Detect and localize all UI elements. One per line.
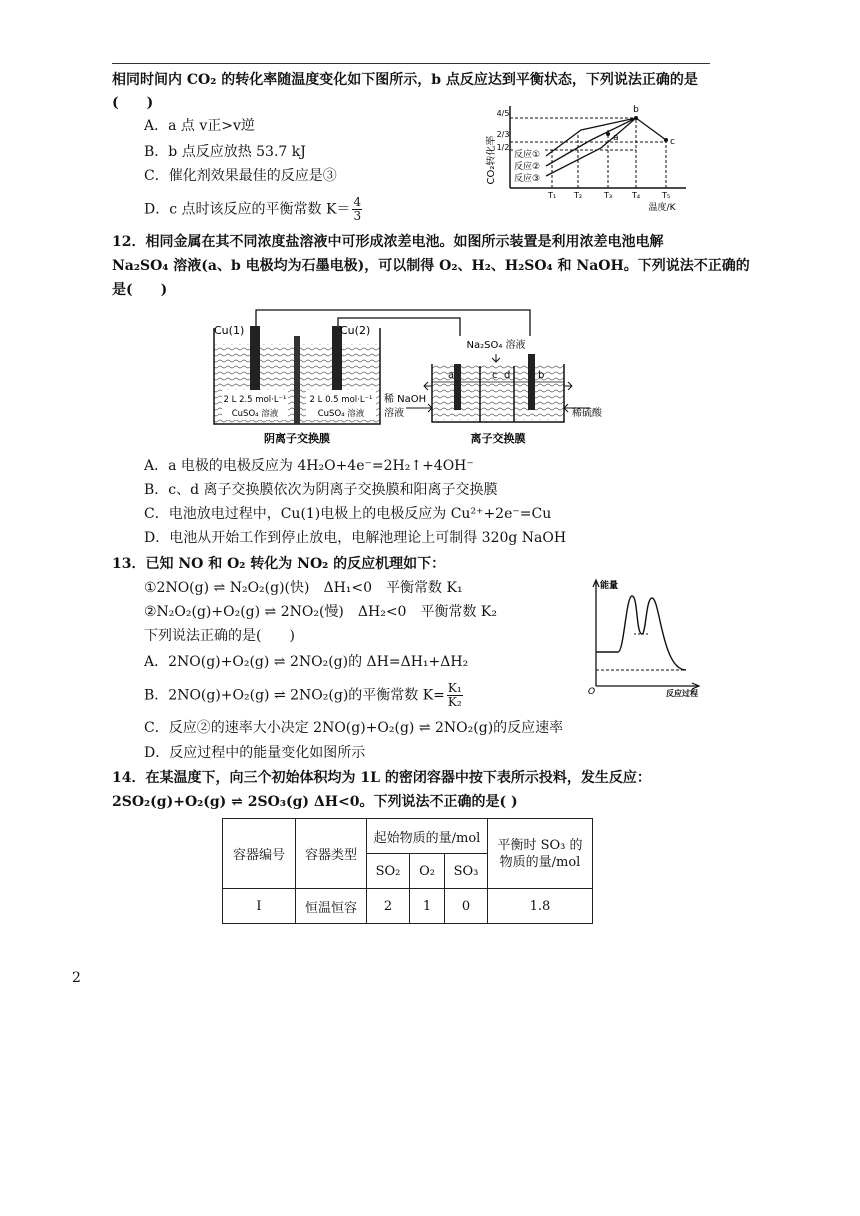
q13-graph-xlabel: 反应过程 <box>666 689 698 698</box>
table-header-equilibrium: 平衡时 SO₃ 的 物质的量/mol <box>488 819 593 889</box>
table-sub-o2: O₂ <box>410 854 445 889</box>
q12-cu2-label: Cu(2) <box>340 324 371 337</box>
q12-option-b: B．c、d 离子交换膜依次为阴离子交换膜和阳离子交换膜 <box>144 482 498 498</box>
q11-conversion-graph <box>486 100 706 218</box>
q12-anion-membrane: 阴离子交换膜 <box>264 432 330 445</box>
q12-sol1-name: CuSO₄ 溶液 <box>231 409 279 419</box>
table-cell-type: 恒温恒容 <box>296 889 367 924</box>
q14-table <box>222 818 593 924</box>
q12-sol1-conc: 2 L 2.5 mol·L⁻¹ <box>223 395 287 405</box>
header-rule <box>112 63 710 64</box>
q13-graph-origin: O <box>588 687 596 697</box>
q13-reaction-1: ①2NO(g) ⇌ N₂O₂(g)(快) ΔH₁<0 平衡常数 K₁ <box>144 580 463 596</box>
table-header-row <box>223 819 593 854</box>
q11-xtick-5: T₅ <box>661 191 671 200</box>
q11-ytick-3: 1/2 <box>496 143 510 152</box>
q12-stem-3: 是( ) <box>112 282 168 298</box>
q12-electrode-a: a <box>448 370 455 381</box>
table-sub-so3: SO₃ <box>445 854 488 889</box>
q11-curve-2: 反应② <box>514 162 541 172</box>
q11-point-c: c <box>670 137 675 147</box>
q11-paren: ( ) <box>112 95 154 111</box>
q12-na2so4-label: Na₂SO₄ 溶液 <box>466 340 526 351</box>
q14-stem-1: 14．在某温度下，向三个初始体积均为 1L 的密闭容器中按下表所示投料，发生反应： <box>112 770 651 786</box>
q12-option-c: C．电池放电过程中，Cu(1)电极上的电极反应为 Cu²⁺+2e⁻=Cu <box>144 506 552 522</box>
q12-membrane-c: c <box>492 370 498 381</box>
q11-graph-xlabel: 温度/K <box>648 203 676 213</box>
q11-point-a: a <box>613 133 619 143</box>
q13-option-d: D．反应过程中的能量变化如图所示 <box>144 745 366 761</box>
table-cell-so2: 2 <box>367 889 410 924</box>
table-cell-o2: 1 <box>410 889 445 924</box>
q12-ion-membrane: 离子交换膜 <box>470 432 526 445</box>
q11-curve-3: 反应③ <box>514 174 541 184</box>
q12-option-d: D．电池从开始工作到停止放电，电解池理论上可制得 320g NaOH <box>144 530 567 546</box>
q12-naoh-label-1: 稀 NaOH <box>384 394 427 405</box>
table-sub-so2: SO₂ <box>367 854 410 889</box>
q12-naoh-label-2: 溶液 <box>384 408 404 419</box>
q13-energy-graph <box>586 574 706 700</box>
q11-graph-ylabel: CO₂转化率 <box>486 135 497 185</box>
q11-option-c: C．催化剂效果最佳的反应是③ <box>144 168 337 184</box>
q11-ytick-2: 2/3 <box>496 130 510 139</box>
q11-xtick-1: T₁ <box>547 191 557 200</box>
q13-reaction-2: ②N₂O₂(g)+O₂(g) ⇌ 2NO₂(慢) ΔH₂<0 平衡常数 K₂ <box>144 604 497 620</box>
table-cell-id: I <box>223 889 296 924</box>
q12-option-a: A．a 电极的电极反应为 4H₂O+4e⁻=2H₂↑+4OH⁻ <box>144 458 474 474</box>
q12-electrode-b: b <box>538 370 545 381</box>
q12-cell-diagram <box>210 304 610 452</box>
table-row <box>223 889 593 924</box>
q11-ytick-1: 4/5 <box>496 109 510 118</box>
q11-option-d: D．c 点时该反应的平衡常数 K＝ $\frac{4}{3}$ <box>144 195 362 223</box>
q12-stem-2: Na₂SO₄ 溶液(a、b 电极均为石墨电极)，可以制得 O₂、H₂、H₂SO₄ 和 NaOH。下列说法不正确的 <box>112 258 750 274</box>
q14-stem-2: 2SO₂(g)+O₂(g) ⇌ 2SO₃(g) ΔH<0。下列说法不正确的是( ) <box>112 794 518 810</box>
q11-xtick-4: T₄ <box>631 191 641 200</box>
q11-stem: 相同时间内 CO₂ 的转化率随温度变化如下图所示，b 点反应达到平衡状态，下列说法正确的是 <box>112 72 698 88</box>
q12-sol2-conc: 2 L 0.5 mol·L⁻¹ <box>309 395 373 405</box>
q13-question: 下列说法正确的是( ) <box>144 628 295 644</box>
q13-option-a: A．2NO(g)+O₂(g) ⇌ 2NO₂(g)的 ΔH=ΔH₁+ΔH₂ <box>144 654 469 670</box>
q11-xtick-2: T₂ <box>573 191 583 200</box>
q12-h2so4-label: 稀硫酸 <box>572 408 602 419</box>
q11-point-b: b <box>633 105 639 115</box>
q11-option-a: A．a 点 v正>v逆 <box>144 118 255 134</box>
table-header-id: 容器编号 <box>223 819 296 889</box>
q13-option-c: C．反应②的速率大小决定 2NO(g)+O₂(g) ⇌ 2NO₂(g)的反应速率 <box>144 720 564 736</box>
q12-membrane-d: d <box>504 370 511 381</box>
q13-option-b: B．2NO(g)+O₂(g) ⇌ 2NO₂(g)的平衡常数 K= $\frac{\text{K₁}}{\text{K₂}}$ <box>144 681 462 709</box>
page-number: 2 <box>72 970 81 986</box>
table-header-type: 容器类型 <box>296 819 367 889</box>
table-cell-so3: 0 <box>445 889 488 924</box>
q11-xtick-3: T₃ <box>603 191 613 200</box>
q12-sol2-name: CuSO₄ 溶液 <box>317 409 365 419</box>
q13-stem: 13．已知 NO 和 O₂ 转化为 NO₂ 的反应机理如下： <box>112 556 446 572</box>
q12-stem-1: 12．相同金属在其不同浓度盐溶液中可形成浓差电池。如图所示装置是利用浓差电池电解 <box>112 234 664 250</box>
q11-option-b: B．b 点反应放热 53.7 kJ <box>144 144 306 160</box>
q11-curve-1: 反应① <box>514 150 541 160</box>
table-header-start: 起始物质的量/mol <box>367 819 488 854</box>
table-cell-equilibrium: 1.8 <box>488 889 593 924</box>
q13-graph-ylabel: 能量 <box>600 581 619 591</box>
q12-cu1-label: Cu(1) <box>214 324 245 337</box>
